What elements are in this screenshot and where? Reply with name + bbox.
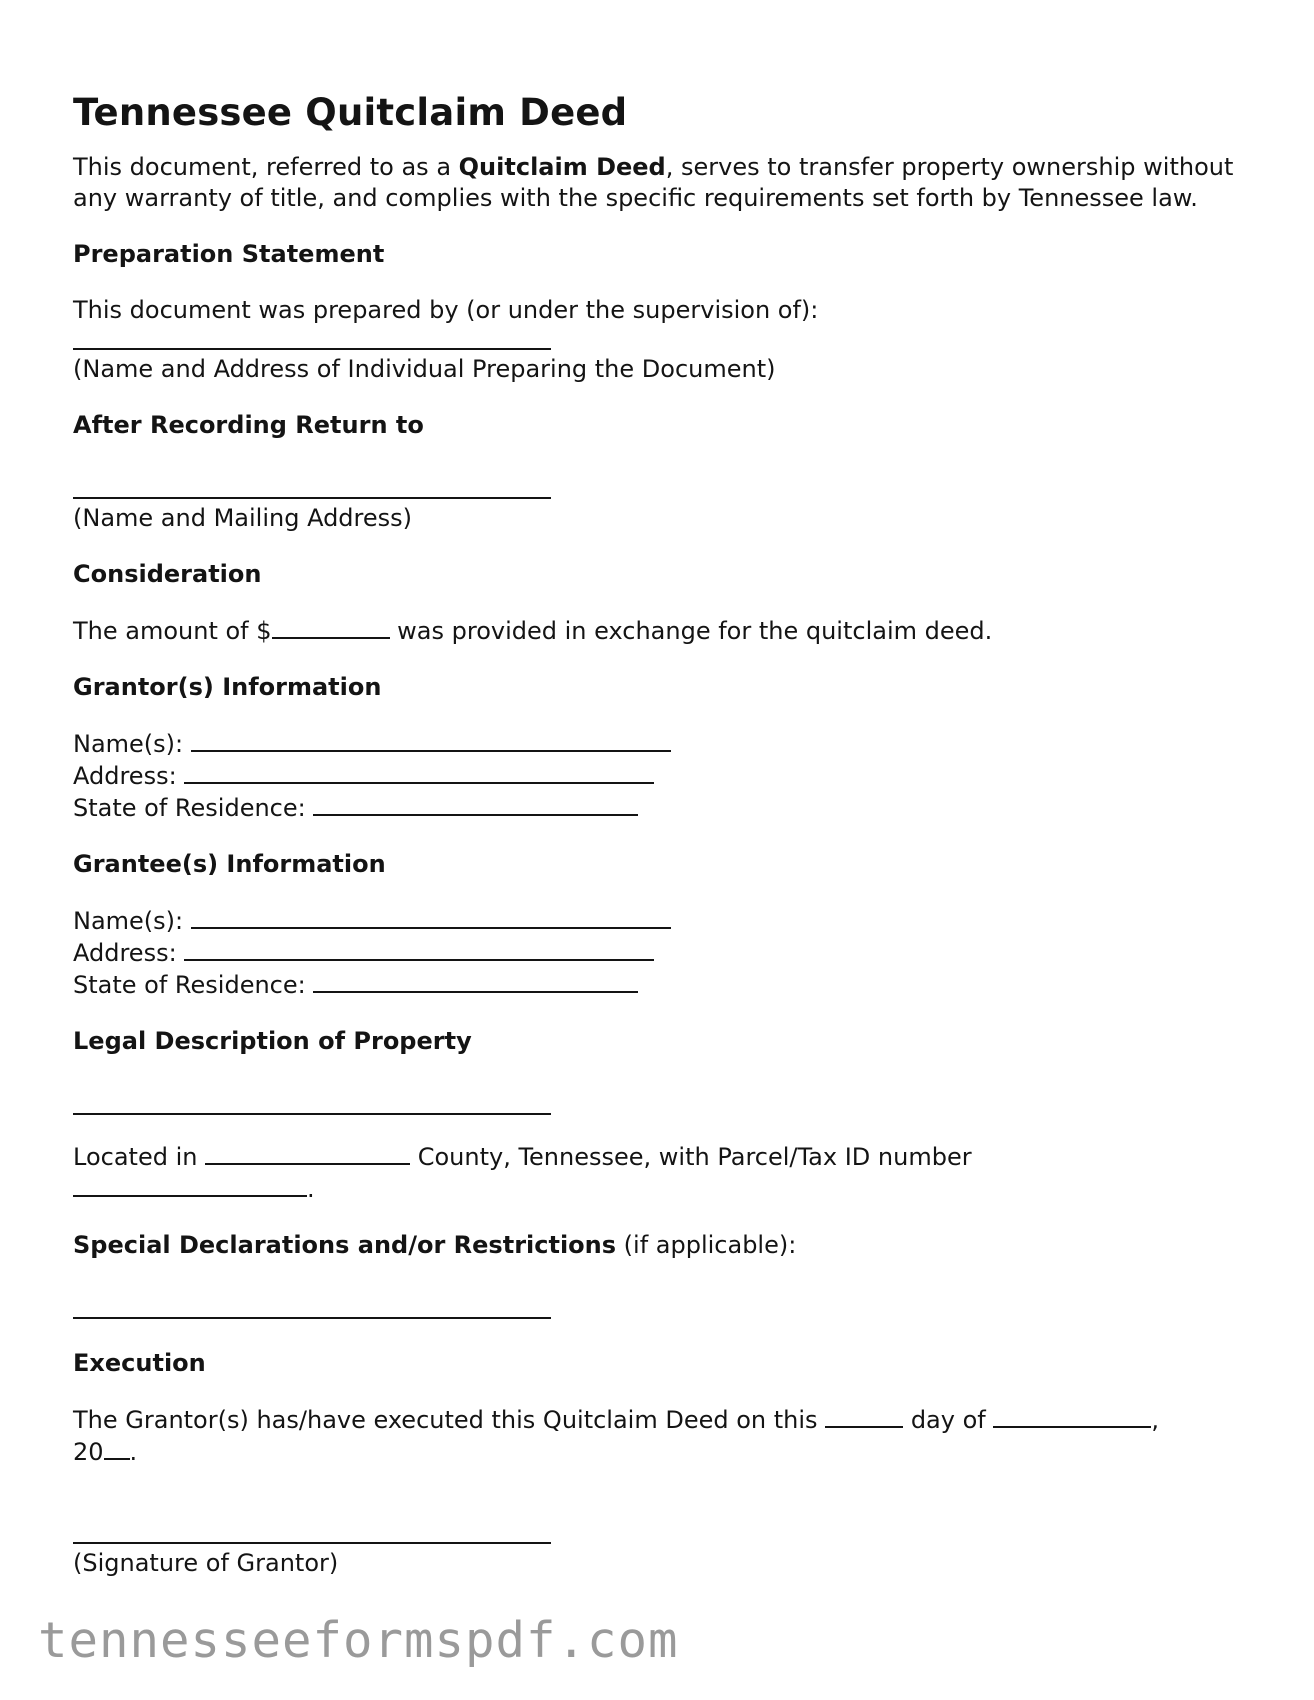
execution-before: The Grantor(s) has/have executed this Quitclaim Deed on this: [73, 1406, 826, 1434]
signature-blank[interactable]: [73, 1520, 1243, 1548]
consideration-heading: Consideration: [73, 560, 262, 588]
intro-bold-term: Quitclaim Deed: [458, 153, 666, 181]
document-page: [73, 88, 1243, 1579]
grantee-state-label: State of Residence:: [73, 971, 314, 999]
return-to-blank[interactable]: [73, 475, 1243, 503]
execution-comma: ,: [1151, 1406, 1159, 1434]
grantor-address-row: [73, 760, 1243, 792]
located-text: [73, 1141, 1243, 1173]
consideration-amount-line[interactable]: [272, 615, 390, 639]
execution-heading: Execution: [73, 1349, 206, 1377]
signature-caption: (Signature of Grantor): [73, 1549, 339, 1577]
grantor-state-label: State of Residence:: [73, 794, 314, 822]
preparer-caption: (Name and Address of Individual Preparing the Document): [73, 355, 776, 383]
grantee-address-row: [73, 937, 1243, 969]
parcel-row: [73, 1173, 1243, 1205]
execution-year-prefix: 20: [73, 1438, 104, 1466]
grantor-address-line[interactable]: [184, 760, 654, 784]
legal-heading: Legal Description of Property: [73, 1027, 472, 1055]
grantee-name-line[interactable]: [191, 905, 671, 929]
execution-year-row: [73, 1436, 1243, 1468]
grantee-name-label: Name(s):: [73, 907, 191, 935]
consideration-before: The amount of $: [73, 617, 272, 645]
parcel-id-line[interactable]: [73, 1173, 307, 1197]
legal-description-blank[interactable]: [73, 1091, 1243, 1119]
intro-text-before: This document, referred to as a: [73, 153, 459, 181]
execution-day-line[interactable]: [825, 1404, 903, 1428]
grantor-name-line[interactable]: [191, 728, 671, 752]
special-blank[interactable]: [73, 1295, 1243, 1323]
preparer-blank[interactable]: [73, 326, 1243, 354]
execution-month-line[interactable]: [993, 1404, 1151, 1428]
grantee-address-label: Address:: [73, 939, 185, 967]
parcel-period: .: [307, 1175, 315, 1203]
grantor-address-label: Address:: [73, 762, 185, 790]
execution-mid: day of: [903, 1406, 994, 1434]
located-after: County, Tennessee, with Parcel/Tax ID number: [410, 1143, 972, 1171]
grantee-fields: [73, 905, 1243, 1001]
grantee-state-line[interactable]: [313, 969, 638, 993]
execution-year-suffix: .: [129, 1438, 138, 1466]
special-line[interactable]: [73, 1295, 551, 1319]
legal-description-line[interactable]: [73, 1091, 551, 1115]
grantor-name-label: Name(s):: [73, 730, 191, 758]
grantor-fields: [73, 728, 1243, 824]
special-heading-row: [73, 1230, 1243, 1261]
execution-year-line[interactable]: [104, 1436, 130, 1460]
preparer-line[interactable]: [73, 326, 551, 350]
return-to-heading: After Recording Return to: [73, 411, 424, 439]
watermark-text: tennesseeformspdf.com: [38, 1612, 679, 1669]
intro-text-after: , serves to transfer property ownership without any warranty of title, and complies with the specific requirements set forth by Tennessee law.: [73, 153, 1234, 212]
document-title: Tennessee Quitclaim Deed: [73, 91, 628, 134]
grantee-name-row: [73, 905, 1243, 937]
preparation-text: This document was prepared by (or under the supervision of):: [73, 296, 819, 324]
execution-text: [73, 1404, 1243, 1436]
grantor-state-row: [73, 792, 1243, 824]
county-line[interactable]: [205, 1141, 410, 1165]
grantee-address-line[interactable]: [184, 937, 654, 961]
grantee-state-row: [73, 969, 1243, 1001]
return-to-line[interactable]: [73, 475, 551, 499]
consideration-after: was provided in exchange for the quitclaim deed.: [389, 617, 993, 645]
grantor-heading: Grantor(s) Information: [73, 673, 382, 701]
special-suffix: (if applicable):: [616, 1231, 797, 1259]
consideration-text: [73, 615, 1243, 647]
located-before: Located in: [73, 1143, 206, 1171]
grantor-state-line[interactable]: [313, 792, 638, 816]
grantee-heading: Grantee(s) Information: [73, 850, 386, 878]
special-heading: Special Declarations and/or Restrictions: [73, 1231, 617, 1259]
intro-paragraph: [73, 152, 1243, 214]
signature-line[interactable]: [73, 1520, 551, 1544]
preparation-heading: Preparation Statement: [73, 240, 385, 268]
grantor-name-row: [73, 728, 1243, 760]
return-to-caption: (Name and Mailing Address): [73, 504, 413, 532]
